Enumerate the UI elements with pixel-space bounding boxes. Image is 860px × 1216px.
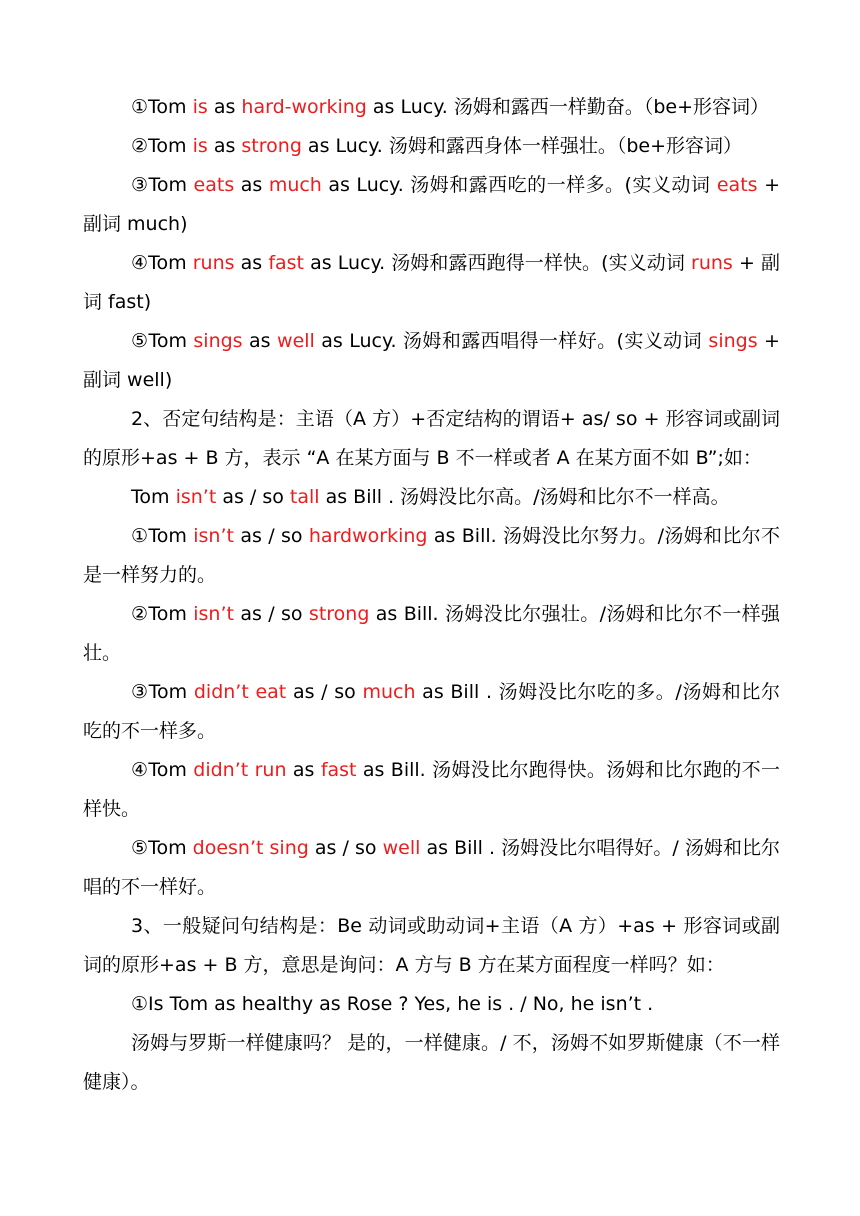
highlighted-text: doesn’t sing <box>192 837 309 859</box>
text-segment: ③Tom <box>131 681 194 703</box>
highlighted-text: eats <box>716 174 758 196</box>
paragraph <box>83 517 780 595</box>
highlighted-text: hard-working <box>241 96 367 118</box>
text-segment: ⑤Tom <box>131 330 194 352</box>
paragraph <box>83 166 780 244</box>
highlighted-text: fast <box>320 759 357 781</box>
paragraph <box>83 127 780 166</box>
paragraph <box>83 985 780 1024</box>
highlighted-text: much <box>268 174 322 196</box>
text-segment: as Lucy. 汤姆和露西跑得一样快。(实义动词 <box>304 252 692 274</box>
text-segment: as <box>234 174 269 196</box>
paragraph <box>83 478 780 517</box>
highlighted-text: hardworking <box>308 525 428 547</box>
text-segment: Tom <box>131 486 176 508</box>
text-segment: as <box>234 252 269 274</box>
highlighted-text: isn’t <box>193 603 234 625</box>
highlighted-text: sings <box>193 330 243 352</box>
paragraph <box>83 322 780 400</box>
text-segment: 3、一般疑问句结构是：Be 动词或助动词+主语（A 方）+as + 形容词或副词的原形+as + B 方，意思是询问：A 方与 B 方在某方面程度一样吗？如： <box>83 915 780 976</box>
paragraph <box>83 88 780 127</box>
highlighted-text: strong <box>308 603 370 625</box>
text-segment: as <box>207 96 242 118</box>
text-segment: as / so <box>308 837 383 859</box>
text-segment: as <box>207 135 242 157</box>
text-segment: ④Tom <box>131 759 194 781</box>
text-segment: 汤姆与罗斯一样健康吗？ 是的，一样健康。/ 不，汤姆不如罗斯健康（不一样健康）。 <box>83 1032 780 1093</box>
text-segment: ①Is Tom as healthy as Rose ? Yes, he is . / No, he isn’t . <box>131 993 654 1015</box>
text-segment: as Lucy. 汤姆和露西唱得一样好。(实义动词 <box>314 330 709 352</box>
highlighted-text: runs <box>691 252 733 274</box>
highlighted-text: didn’t run <box>193 759 287 781</box>
text-segment: 2、否定句结构是：主语（A 方）+否定结构的谓语+ as/ so + 形容词或副词的原形+as + B 方，表示 “A 在某方面与 B 不一样或者 A 在某方面不如 B”;如： <box>83 408 780 469</box>
text-segment: + 副词 well) <box>83 330 780 391</box>
highlighted-text: isn’t <box>175 486 217 508</box>
text-segment: as / so <box>286 681 363 703</box>
text-segment: as / so <box>233 603 309 625</box>
paragraph <box>83 1024 780 1102</box>
highlighted-text: is <box>192 135 208 157</box>
text-segment: ⑤Tom <box>131 837 193 859</box>
text-segment: as Lucy. 汤姆和露西一样勤奋。（be+形容词） <box>366 96 770 118</box>
text-segment: as <box>242 330 278 352</box>
text-segment: as Lucy. 汤姆和露西身体一样强壮。（be+形容词） <box>301 135 743 157</box>
text-segment: as / so <box>233 525 309 547</box>
paragraph <box>83 244 780 322</box>
highlighted-text: runs <box>192 252 235 274</box>
text-segment: as Lucy. 汤姆和露西吃的一样多。(实义动词 <box>321 174 717 196</box>
text-segment: ②Tom <box>131 603 194 625</box>
paragraph <box>83 751 780 829</box>
highlighted-text: sings <box>708 330 758 352</box>
text-segment: + 副词 much) <box>83 174 780 235</box>
highlighted-text: didn’t eat <box>193 681 287 703</box>
text-segment: ③Tom <box>131 174 194 196</box>
highlighted-text: isn’t <box>193 525 234 547</box>
text-segment: as Bill . 汤姆没比尔吃的多。/汤姆和比尔吃的不一样多。 <box>83 681 780 742</box>
paragraph <box>83 907 780 985</box>
text-segment: as / so <box>216 486 290 508</box>
text-segment: ①Tom <box>131 96 193 118</box>
paragraph <box>83 673 780 751</box>
highlighted-text: eats <box>193 174 235 196</box>
highlighted-text: tall <box>289 486 320 508</box>
highlighted-text: is <box>192 96 208 118</box>
paragraph <box>83 829 780 907</box>
text-segment: as Bill. 汤姆没比尔跑得快。汤姆和比尔跑的不一样快。 <box>83 759 780 820</box>
highlighted-text: well <box>277 330 315 352</box>
text-segment: as <box>286 759 321 781</box>
highlighted-text: strong <box>241 135 302 157</box>
text-segment: as Bill. 汤姆没比尔努力。/汤姆和比尔不是一样努力的。 <box>83 525 780 586</box>
text-segment: ②Tom <box>131 135 193 157</box>
text-segment: as Bill. 汤姆没比尔强壮。/汤姆和比尔不一样强壮。 <box>83 603 780 664</box>
paragraph <box>83 595 780 673</box>
text-segment: as Bill . 汤姆没比尔高。/汤姆和比尔不一样高。 <box>319 486 730 508</box>
text-segment: + 副词 fast) <box>83 252 780 313</box>
highlighted-text: well <box>382 837 421 859</box>
document-body <box>83 88 780 1102</box>
text-segment: as Bill . 汤姆没比尔唱得好。/ 汤姆和比尔唱的不一样好。 <box>83 837 781 898</box>
paragraph <box>83 400 780 478</box>
text-segment: ④Tom <box>131 252 193 274</box>
highlighted-text: much <box>362 681 416 703</box>
text-segment: ①Tom <box>131 525 194 547</box>
highlighted-text: fast <box>268 252 305 274</box>
